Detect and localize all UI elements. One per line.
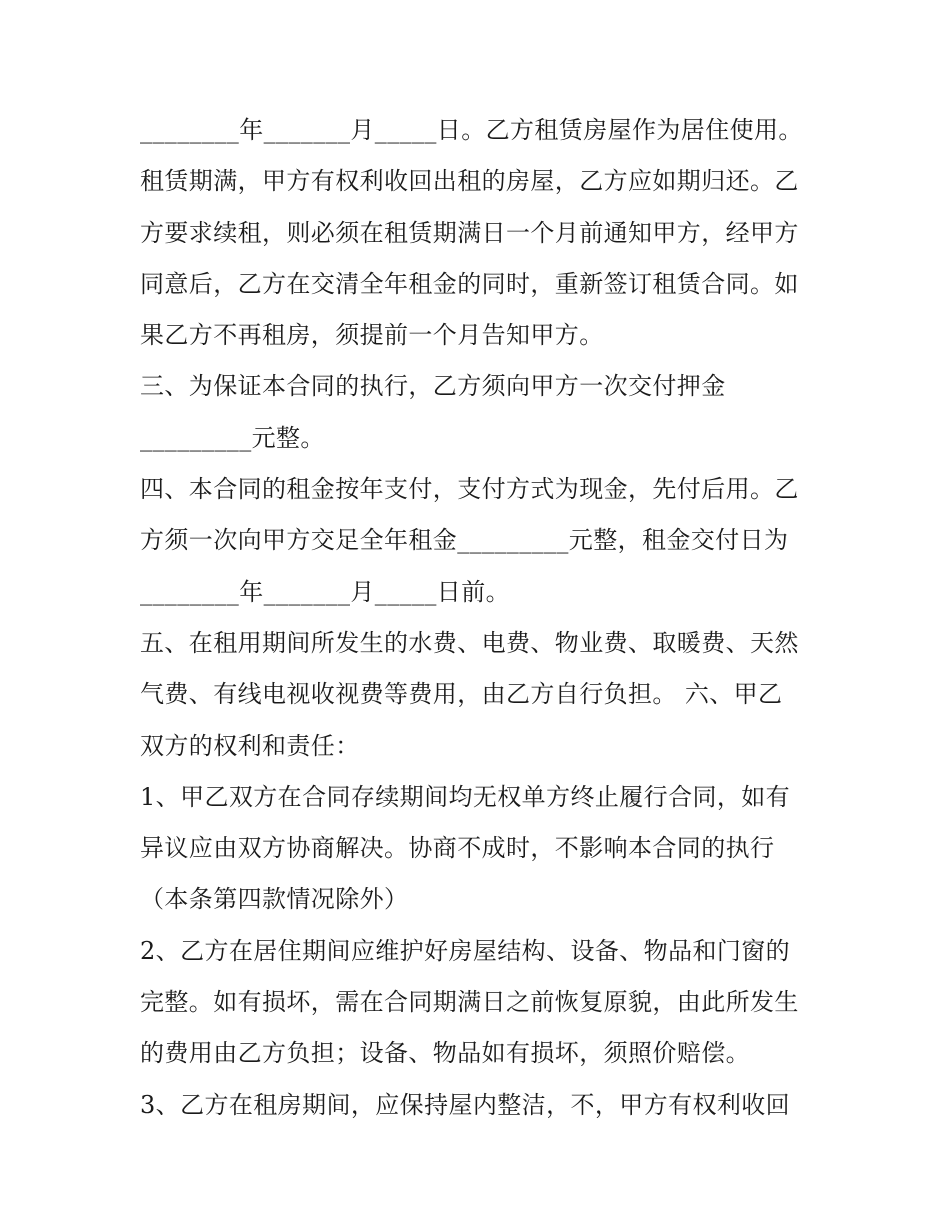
text-line: 3、乙方在租房期间，应保持屋内整洁，不，甲方有权利收回 <box>140 1090 791 1119</box>
text-line: 异议应由双方协商解决。协商不成时，不影响本合同的执行 <box>140 834 775 863</box>
text-line: 2、乙方在居住期间应维护好房屋结构、设备、物品和门窗的 <box>140 936 791 965</box>
text-line: 方要求续租，则必须在租赁期满日一个月前通知甲方，经甲方 <box>140 218 799 247</box>
text-line: 三、为保证本合同的执行，乙方须向甲方一次交付押金 <box>140 372 726 401</box>
text-line: 气费、有线电视收视费等费用，由乙方自行负担。 六、甲乙 <box>140 680 783 709</box>
text-line: 的费用由乙方负担；设备、物品如有损坏，须照价赔偿。 <box>140 1039 750 1068</box>
text-line: 方须一次向甲方交足全年租金_________元整，租金交付日为 <box>140 526 789 555</box>
text-line: ________年_______月_____日前。 <box>140 577 510 606</box>
contract-body <box>140 105 820 1131</box>
text-line: （本条第四款情况除外） <box>140 885 409 914</box>
text-line: 租赁期满，甲方有权利收回出租的房屋，乙方应如期归还。乙 <box>140 167 799 196</box>
text-line: 四、本合同的租金按年支付，支付方式为现金，先付后用。乙 <box>140 475 799 504</box>
text-line: 五、在租用期间所发生的水费、电费、物业费、取暖费、天然 <box>140 628 799 657</box>
text-line: _________元整。 <box>140 423 325 452</box>
text-line: 果乙方不再租房，须提前一个月告知甲方。 <box>140 321 604 350</box>
text-line: 完整。如有损坏，需在合同期满日之前恢复原貌，由此所发生 <box>140 988 799 1017</box>
text-line: 1、甲乙双方在合同存续期间均无权单方终止履行合同，如有 <box>140 782 791 811</box>
text-line: 双方的权利和责任： <box>140 731 360 760</box>
text-line: 同意后，乙方在交清全年租金的同时，重新签订租赁合同。如 <box>140 269 799 298</box>
text-line: ________年_______月_____日。乙方租赁房屋作为居住使用。 <box>140 116 803 144</box>
